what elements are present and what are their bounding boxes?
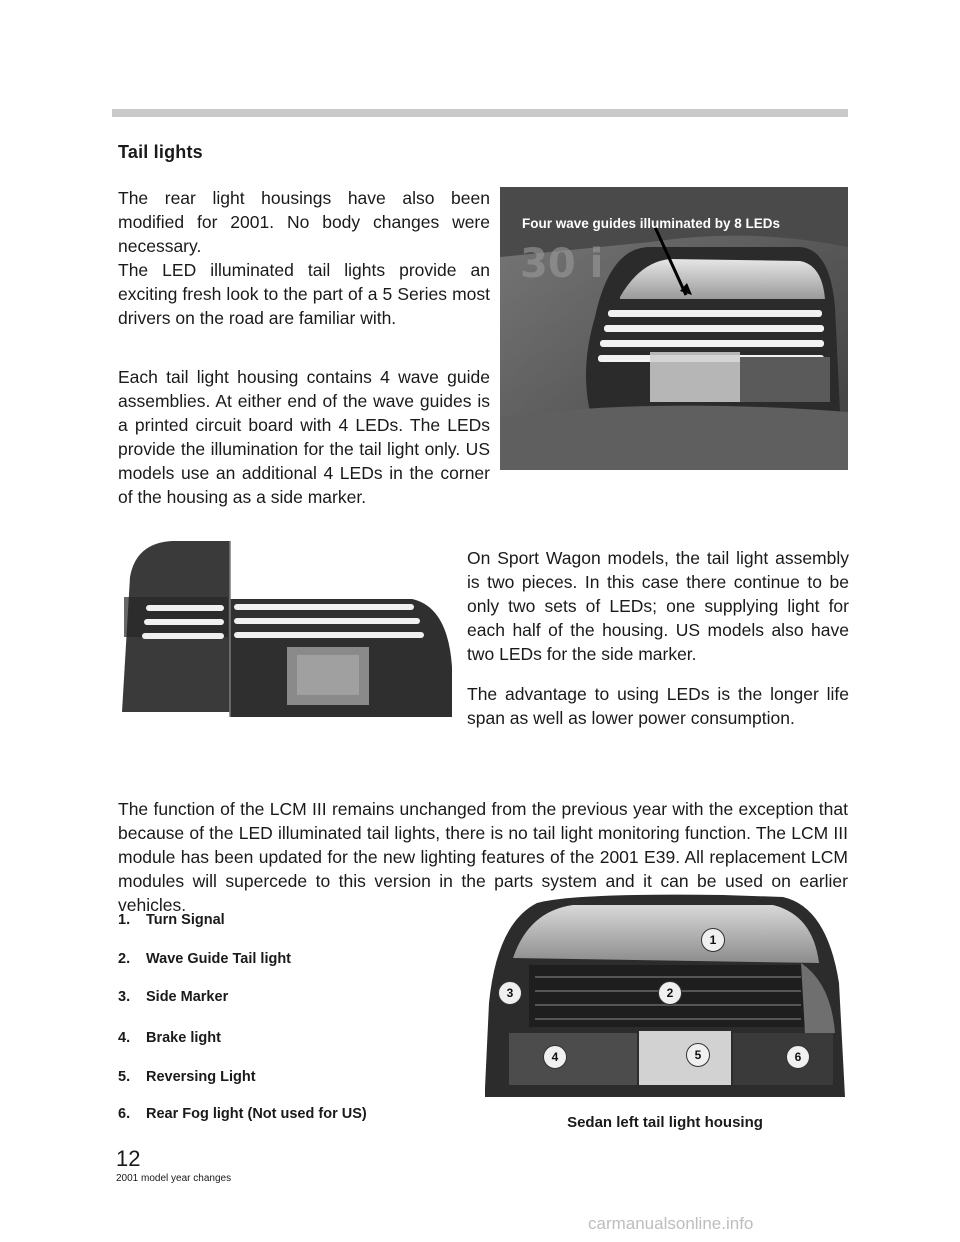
watermark: carmanualsonline.info [588, 1214, 754, 1233]
paragraph-housings: The rear light housings have also been modified for 2001. No body changes were necessary. [118, 188, 490, 256]
header-rule [112, 109, 848, 117]
legend-item: 6. Rear Fog light (Not used for US) [118, 1106, 367, 1122]
legend-item: 4. Brake light [118, 1030, 221, 1046]
photo3-caption: Sedan left tail light housing [567, 1114, 763, 1131]
callout-6: 6 [786, 1045, 810, 1069]
badge-lettering: 30 i [520, 241, 604, 287]
section-title: Tail lights [118, 142, 203, 162]
page-number: 12 [116, 1146, 141, 1171]
page-footer: 2001 model year changes [116, 1173, 232, 1184]
sedan-tail-light-housing-photo [483, 893, 847, 1099]
photo1-caption: Four wave guides illuminated by 8 LEDs [522, 216, 781, 231]
callout-1: 1 [701, 928, 725, 952]
paragraph-sport-wagon: On Sport Wagon models, the tail light assembly is two pieces. In this case there continue to be only two sets of LEDs; one supplying light for each half of the housing. US models also have two LEDs for the side marker. [467, 548, 849, 664]
legend-item: 1. Turn Signal [118, 912, 225, 928]
legend-item: 5. Reversing Light [118, 1069, 256, 1085]
sport-wagon-tail-light-photo [112, 537, 458, 719]
callout-3: 3 [498, 981, 522, 1005]
wagon-wave-guide-bars [142, 604, 424, 639]
sport-wagon-tail-light-illustration [112, 537, 458, 719]
paragraph-wave-guides: Each tail light housing contains 4 wave guide assemblies. At either end of the wave guides is a printed circuit board with 4 LEDs. The LEDs provide the illumination for the tail light only. US models use an additional 4 LEDs in the corner of the housing as a side marker. [118, 367, 490, 507]
legend-item: 2. Wave Guide Tail light [118, 951, 292, 967]
callout-4: 4 [543, 1045, 567, 1069]
paragraph-led-advantage: The advantage to using LEDs is the longer life span as well as lower power consumption. [467, 684, 849, 728]
callout-2: 2 [658, 981, 682, 1005]
legend-item: 3. Side Marker [118, 989, 229, 1005]
callout-5: 5 [686, 1043, 710, 1067]
paragraph-led-look: The LED illuminated tail lights provide an exciting fresh look to the part of a 5 Series most drivers on the road are familiar with. [118, 260, 490, 328]
paragraph-lcm: The function of the LCM III remains unchanged from the previous year with the exception that because of the LED illuminated tail lights, there is no tail light monitoring function. The LCM III module has been updated for the new lighting features of the 2001 E39. All replacement LCM modules will supercede to this version in the parts system and it can be used on earlier vehicles. [118, 799, 848, 915]
